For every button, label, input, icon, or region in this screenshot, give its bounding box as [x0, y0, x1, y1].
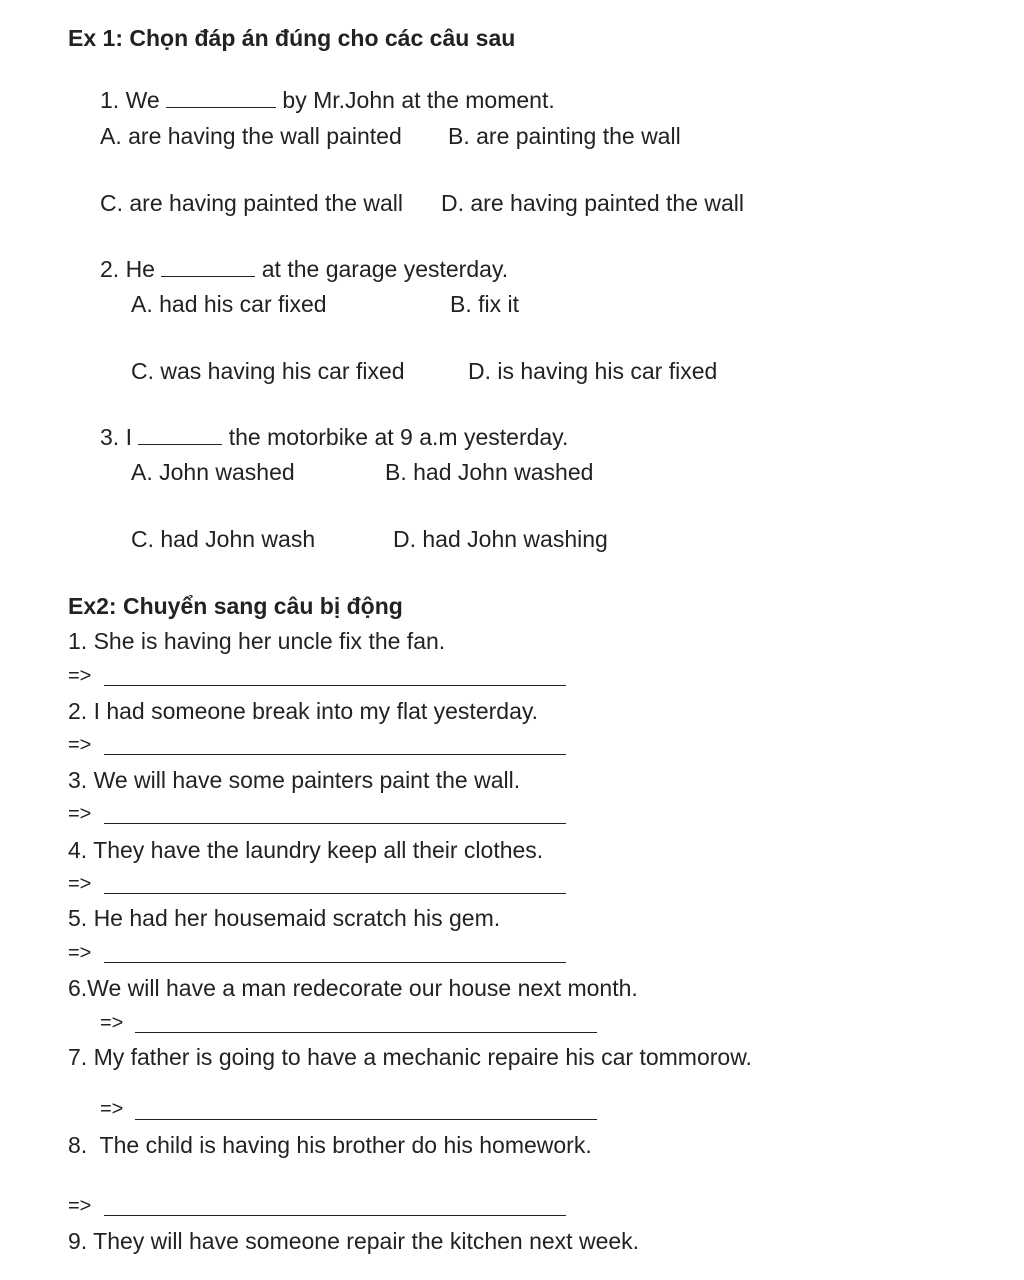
ex1-q2-option-d[interactable]: D. is having his car fixed [468, 358, 718, 384]
ex2-item-2: 2. I had someone break into my flat yesterday. [68, 698, 539, 724]
ex2-arrow-4: => [68, 873, 92, 895]
ex1-q1-option-b[interactable]: B. are painting the wall [448, 123, 681, 149]
ex2-answer-line-3[interactable] [104, 823, 566, 824]
ex2-answer-line-8[interactable] [104, 1215, 566, 1216]
ex1-q2-option-b[interactable]: B. fix it [450, 291, 520, 317]
ex1-q3-stem [100, 423, 568, 451]
ex1-q1-option-a[interactable]: A. are having the wall painted [100, 123, 402, 149]
ex2-item-7: 7. My father is going to have a mechanic repaire his car tommorow. [68, 1044, 752, 1070]
ex1-title: Ex 1: Chọn đáp án đúng cho các câu sau [68, 25, 516, 51]
ex2-arrow-1: => [68, 665, 92, 687]
ex1-q3-pre: 3. I [100, 424, 139, 450]
ex2-item-1: 1. She is having her uncle fix the fan. [68, 628, 446, 654]
ex2-item-4: 4. They have the laundry keep all their clothes. [68, 837, 544, 863]
ex1-q1-blank[interactable] [166, 89, 276, 108]
ex2-arrow-5: => [68, 942, 92, 964]
ex1-q2-option-a[interactable]: A. had his car fixed [131, 291, 327, 317]
ex1-q2-pre: 2. He [100, 256, 162, 282]
ex1-q3-post: the motorbike at 9 a.m yesterday. [222, 424, 569, 450]
ex1-q3-option-c[interactable]: C. had John wash [131, 526, 316, 552]
ex1-q1-pre: 1. We [100, 87, 167, 113]
ex1-q1-option-d[interactable]: D. are having painted the wall [441, 190, 745, 216]
ex2-item-6: 6.We will have a man redecorate our house next month. [68, 975, 638, 1001]
ex2-answer-line-4[interactable] [104, 893, 566, 894]
ex2-item-3: 3. We will have some painters paint the wall. [68, 767, 521, 793]
ex1-q3-option-d[interactable]: D. had John washing [393, 526, 608, 552]
ex2-answer-line-6[interactable] [135, 1032, 597, 1033]
ex1-q3-blank[interactable] [138, 426, 222, 445]
ex2-answer-line-2[interactable] [104, 754, 566, 755]
ex2-arrow-7: => [100, 1098, 124, 1120]
ex2-answer-line-7[interactable] [135, 1119, 597, 1120]
ex1-q2-post: at the garage yesterday. [255, 256, 509, 282]
ex2-arrow-2: => [68, 734, 92, 756]
ex1-q1-post: by Mr.John at the moment. [276, 87, 555, 113]
ex2-arrow-6: => [100, 1012, 124, 1034]
ex1-q1-stem [100, 86, 555, 114]
ex1-q2-option-c[interactable]: C. was having his car fixed [131, 358, 405, 384]
ex2-arrow-3: => [68, 803, 92, 825]
ex2-answer-line-5[interactable] [104, 962, 566, 963]
ex2-title: Ex2: Chuyển sang câu bị động [68, 593, 403, 619]
ex1-q3-option-a[interactable]: A. John washed [131, 459, 295, 485]
ex1-q2-blank[interactable] [161, 258, 255, 277]
ex1-q3-option-b[interactable]: B. had John washed [385, 459, 594, 485]
ex1-q2-stem [100, 255, 508, 283]
ex2-answer-line-1[interactable] [104, 685, 566, 686]
ex1-q1-option-c[interactable]: C. are having painted the wall [100, 190, 404, 216]
ex2-item-5: 5. He had her housemaid scratch his gem. [68, 905, 501, 931]
ex2-item-9: 9. They will have someone repair the kitchen next week. [68, 1228, 640, 1254]
ex2-item-8: 8. The child is having his brother do his homework. [68, 1132, 592, 1158]
ex2-arrow-8: => [68, 1195, 92, 1217]
